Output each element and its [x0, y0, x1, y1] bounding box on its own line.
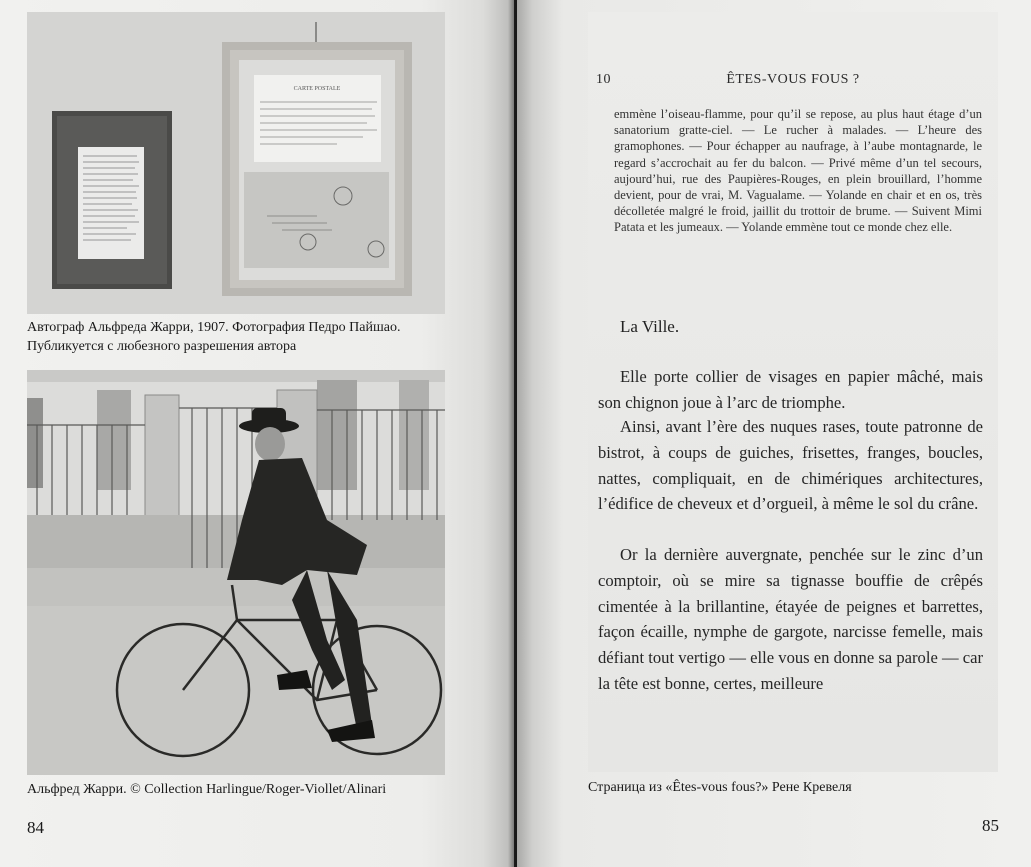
autograph-caption: Автограф Альфреда Жарри, 1907. Фотография Педро Пайшао. Публикуется с любезного разрешения автора [27, 320, 401, 354]
scanned-book-page [588, 12, 998, 772]
scan-summary-paragraph: emmène l’oiseau-flamme, pour qu’il se repose, au plus haut étage d’un sanatorium gratte-ciel. — Le rucher à malades. — L’heure des gramophones. — Pour échapper au naufrage, à l’aube montagnarde, le regard s’accrochait au fer du balcon. — Privé même d’un tel secours, aujourd’hui, rue des Paupières-Rouges, en plein brouillard, l’homme devient, pour de vrai, M. Vagualame. — Yolande en chair et en os, très décolletée malgré le froid, jaillit du trottoir de brume. — Suivent Mimi Patata et les jumeaux. — Yolande emmène tout ce monde chez elle. [614, 107, 982, 235]
postcard-heading: CARTE POSTALE [293, 86, 341, 92]
text-paragraph: Elle porte collier de visages en papier mâché, mais son chignon joue à l’arc de triomphe. [598, 367, 983, 412]
scan-page-number: 10 [596, 72, 611, 87]
scan-caption: Страница из «Êtes-vous fous?» Рене Кревеля [588, 780, 852, 795]
bicycle-photo-drawing [27, 370, 445, 775]
left-page [0, 0, 514, 867]
page-number-right: 85 [982, 816, 999, 835]
autograph-photo-drawing [27, 12, 445, 314]
bicycle-caption: Альфред Жарри. © Collection Harlingue/Roger-Viollet/Alinari [27, 782, 387, 797]
section-title: La Ville. [620, 317, 680, 336]
page-number-left: 84 [27, 818, 44, 837]
text-paragraph: Ainsi, avant l’ère des nuques rases, toute patronne de bistrot, à coups de guiches, frisettes, franges, boucles, nattes, compliquait, en de chimériques architectures, l’édifice de cheveux et d’orgueil, à même le sol du crâne. [598, 417, 983, 514]
text-paragraph: Or la dernière auvergnate, penchée sur le zinc d’un comptoir, où se mire sa tignasse bouffie de crêpés cimentée à la brillantine, étayée de peignes et barrettes, façon écaille, nymphe de gargote, narcisse femelle, mais défiant tout vertigo — elle vous en donne sa parole — car la tête est bonne, certes, meilleure [598, 545, 983, 693]
autograph-photo [27, 12, 445, 314]
autograph-letter [78, 147, 144, 259]
envelope [244, 172, 389, 268]
bicycle-photo [27, 370, 445, 775]
scan-running-title: ÊTES-VOUS FOUS ? [726, 72, 860, 87]
